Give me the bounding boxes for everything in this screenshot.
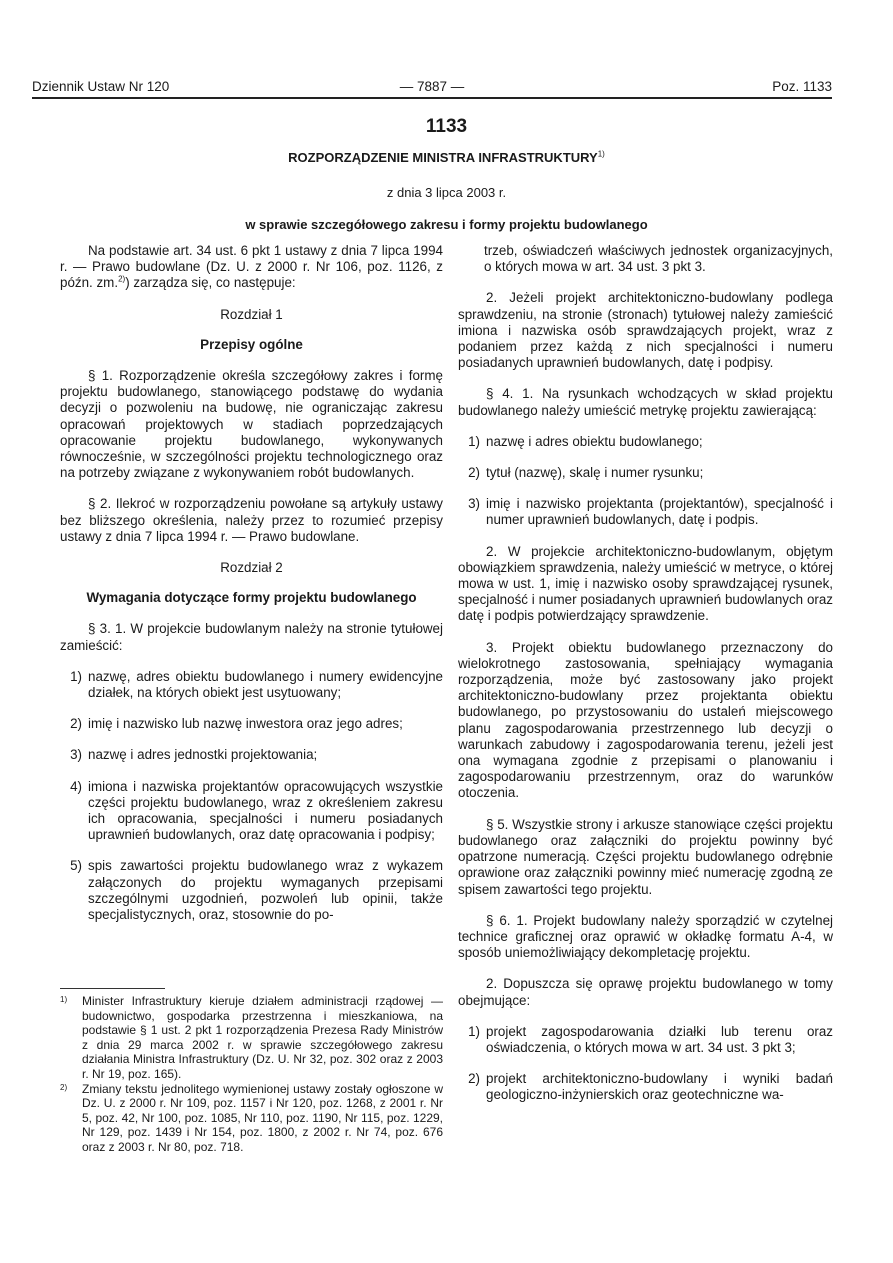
list-item: 1) projekt zagospodarowania działki lub terenu oraz oświadczenia, o których mowa w art. 34 ust. 3 pkt 3; bbox=[468, 1023, 833, 1055]
chapter-heading: Rozdział 1 bbox=[220, 306, 283, 322]
act-title: ROZPORZĄDZENIE MINISTRA INFRASTRUKTURY$^{1)}$ bbox=[288, 149, 605, 165]
list-item: 3) imię i nazwisko projektanta (projektantów), specjalność i numer uprawnień budowlanych, datę i podpis. bbox=[468, 496, 833, 528]
paragraph-6-2: 2. Dopuszcza się oprawę projektu budowlanego w tomy obejmujące: bbox=[458, 976, 833, 1008]
act-subject: w sprawie szczegółowego zakresu i formy projektu budowlanego bbox=[245, 217, 648, 232]
footnotes bbox=[60, 988, 443, 1155]
left-column bbox=[60, 243, 443, 938]
list-item: 1) nazwę, adres obiektu budowlanego i numery ewidencyjne działek, na których obiekt jest usytuowany; bbox=[70, 668, 443, 701]
paragraph-4-3: 3. Projekt obiektu budowlanego przeznaczony do wielokrotnego zastosowania, spełniający wymagania rozporządzenia, może być zastosowany jako projekt architektoniczno-budowlany przez projektanta obiektu budowlanego, po przystosowaniu do ustaleń miejscowego planu zagospodarowania przestrzennego lub decyzji o warunkach zabudowy i zagospodarowania terenu, jeżeli jest ona wymagana zgodnie z przepisami o planowaniu i zagospodarowaniu przestrzennym, oraz do warunków otoczenia. bbox=[458, 639, 833, 801]
page-number: — 7887 — bbox=[399, 79, 465, 94]
list-item: 2) tytuł (nazwę), skalę i numer rysunku; bbox=[468, 465, 704, 481]
journal-name: Dziennik Ustaw Nr 120 bbox=[32, 79, 170, 94]
list-item: 4) imiona i nazwiska projektantów opracowujących wszystkie części projektu budowlanego, wraz z określeniem zakresu ich opracowania, specjalności i numeru posiadanych uprawnień budowlanych, oraz datę opracowania i podpisy; bbox=[70, 778, 443, 843]
act-number: 1133 bbox=[425, 116, 468, 137]
list-item: 1) nazwę i adres obiektu budowlanego; bbox=[468, 433, 703, 449]
chapter-heading: Rozdział 2 bbox=[220, 560, 283, 576]
running-header bbox=[32, 77, 832, 99]
footnote-separator bbox=[60, 988, 165, 989]
chapter-title: Wymagania dotyczące formy projektu budowlanego bbox=[86, 590, 417, 606]
paragraph-4-2: 2. W projekcie architektoniczno-budowlanym, objętym obowiązkiem sprawdzenia, należy umieścić w metryce, o której mowa w ust. 1, imię i nazwisko osoby sprawdzającej rysunek, specjalność i numer posiadanych uprawnień budowlanych oraz datę i podpis potwierdzający sprawdzenie. bbox=[458, 543, 833, 624]
paragraph-3-intro: § 3. 1. W projekcie budowlanym należy na stronie tytułowej zamieścić: bbox=[60, 621, 443, 653]
list-item-continuation: trzeb, oświadczeń właściwych jednostek organizacyjnych, o których mowa w art. 34 ust. 3 pkt 3. bbox=[484, 243, 833, 275]
paragraph-2: § 2. Ilekroć w rozporządzeniu powołane są artykuły ustawy bez bliższego określenia, należy przez to rozumieć przepisy ustawy z dnia 7 lipca 1994 r. — Prawo budowlane. bbox=[60, 496, 443, 544]
act-date: z dnia 3 lipca 2003 r. bbox=[386, 185, 507, 200]
list-item: 3) nazwę i adres jednostki projektowania; bbox=[70, 747, 318, 763]
paragraph-5: § 5. Wszystkie strony i arkusze stanowiące części projektu budowlanego oraz załączniki do projektu powinny być opatrzone numeracją. Części projektu budowlanego odrębnie oprawione oraz załączniki powinny mieć numerację zgodną ze spisem zawartości tego projektu. bbox=[458, 816, 833, 897]
chapter-title: Przepisy ogólne bbox=[200, 336, 303, 352]
paragraph-1: § 1. Rozporządzenie określa szczegółowy zakres i formę projektu budowlanego, stanowiącego podstawę do wydania decyzji o pozwoleniu na budowę, nie ograniczając zakresu opracowań projektowych w stadiach poprzedzających opracowanie projektu budowlanego, wykonywanych równocześnie, w szczególności projektu technologicznego oraz na potrzeby związane z wykonywaniem robót budowlanych. bbox=[60, 368, 443, 481]
list-item: 2) projekt architektoniczno-budowlany i wyniki badań geologiczno-inżynierskich oraz geotechniczne wa- bbox=[468, 1071, 833, 1103]
list-item: 2) imię i nazwisko lub nazwę inwestora oraz jego adres; bbox=[70, 716, 403, 732]
paragraph-3-2: 2. Jeżeli projekt architektoniczno-budowlany podlega sprawdzeniu, na stronie (stronach) tytułowej należy zamieścić imiona i nazwiska osób sprawdzających projekt, wraz z podaniem przez każdą z nich specjalności i numeru posiadanych uprawnień budowlanych, datę i podpisy. bbox=[458, 290, 833, 371]
footnote: 1) Minister Infrastruktury kieruje działem administracji rządowej — budownictwo, gospodarka przestrzenna i mieszkaniowa, na podstawie § 1 ust. 2 pkt 1 rozporządzenia Prezesa Rady Ministrów z dnia 29 marca 2002 r. w sprawie szczegółowego zakresu działania Ministra Infrastruktury (Dz. U. Nr 32, poz. 302 oraz z 2003 r. Nr 19, poz. 165). bbox=[60, 994, 443, 1081]
position-number: Poz. 1133 bbox=[772, 79, 832, 94]
paragraph-6-1: § 6. 1. Projekt budowlany należy sporządzić w czytelnej technice graficznej oraz oprawić w okładkę formatu A-4, w sposób uniemożliwiający dekompletację projektu. bbox=[458, 912, 833, 961]
footnote-ref: 2) bbox=[118, 274, 126, 284]
right-column bbox=[458, 243, 833, 1119]
list-item: 5) spis zawartości projektu budowlanego wraz z wykazem załączonych do projektu wymaganych przepisami szczególnymi uzgodnień, pozwoleń lub opinii, także specjalistycznych, oraz, stosownie do po- bbox=[70, 858, 443, 923]
paragraph-4-intro: § 4. 1. Na rysunkach wchodzących w skład projektu budowlanego należy umieścić metrykę projektu zawierającą: bbox=[458, 386, 833, 418]
footnote: 2) Zmiany tekstu jednolitego wymienionej ustawy zostały ogłoszone w Dz. U. z 2000 r. Nr 109, poz. 1157 i Nr 120, poz. 1268, z 2001 r. Nr 5, poz. 42, Nr 100, poz. 1085, Nr 110, poz. 1190, Nr 115, poz. 1229, Nr 129, poz. 1439 i Nr 154, poz. 1800, z 2002 r. Nr 74, poz. 676 oraz z 2003 r. Nr 80, poz. 718. bbox=[60, 1081, 443, 1154]
footnote-ref: 1) bbox=[597, 149, 605, 159]
preamble: Na podstawie art. 34 ust. 6 pkt 1 ustawy z dnia 7 lipca 1994 r. — Prawo budowlane (Dz. U. z 2000 r. Nr 106, poz. 1126, z późn. zm.$^{2)}$) zarządza się, co następuje: bbox=[60, 243, 443, 291]
